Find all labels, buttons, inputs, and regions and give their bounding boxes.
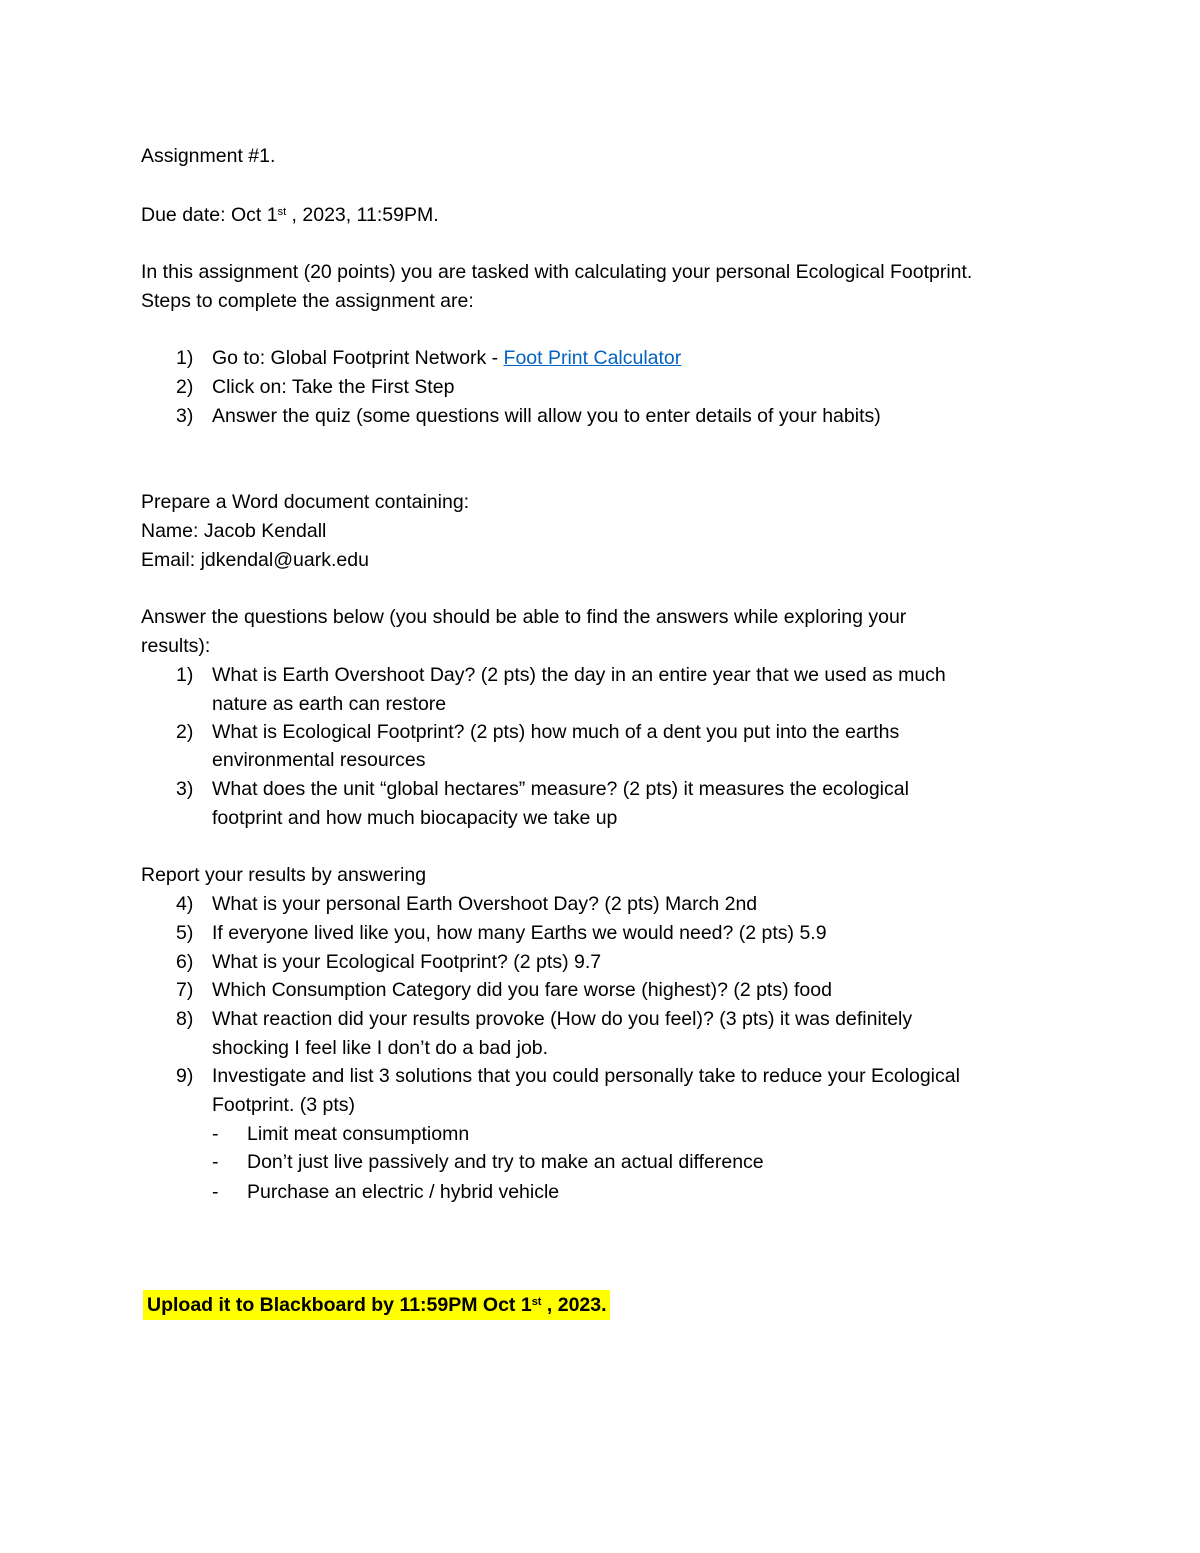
- prepare-heading: Prepare a Word document containing:: [141, 491, 470, 513]
- questions-intro-line-2: results):: [141, 635, 211, 657]
- question-number: 1): [176, 664, 194, 686]
- bullet-dash: -: [212, 1123, 219, 1145]
- report-line: What is your Ecological Footprint? (2 pts) 9.7: [212, 951, 602, 973]
- report-number: 5): [176, 922, 194, 944]
- question-line: What is Earth Overshoot Day? (2 pts) the day in an entire year that we used as much: [212, 664, 946, 686]
- report-number: 8): [176, 1008, 194, 1030]
- report-line: What is your personal Earth Overshoot Day? (2 pts) March 2nd: [212, 893, 758, 915]
- intro-line-1: In this assignment (20 points) you are tasked with calculating your personal Ecological Footprint.: [141, 261, 973, 283]
- question-line: environmental resources: [212, 749, 426, 771]
- question-line: footprint and how much biocapacity we take up: [212, 807, 618, 829]
- solution-item: Purchase an electric / hybrid vehicle: [247, 1181, 560, 1203]
- step-item: Click on: Take the First Step: [212, 376, 455, 398]
- intro-line-2: Steps to complete the assignment are:: [141, 290, 474, 312]
- footprint-calculator-link[interactable]: Foot Print Calculator: [503, 347, 682, 369]
- bullet-dash: -: [212, 1181, 219, 1203]
- report-heading: Report your results by answering: [141, 864, 427, 886]
- step-number: 1): [176, 347, 194, 369]
- report-number: 7): [176, 979, 194, 1001]
- report-number: 9): [176, 1065, 194, 1087]
- report-line: shocking I feel like I don’t do a bad job.: [212, 1037, 549, 1059]
- report-number: 6): [176, 951, 194, 973]
- step-number: 2): [176, 376, 194, 398]
- question-number: 2): [176, 721, 194, 743]
- report-line: Investigate and list 3 solutions that you could personally take to reduce your Ecological: [212, 1065, 960, 1087]
- questions-intro-line-1: Answer the questions below (you should be able to find the answers while exploring your: [141, 606, 907, 628]
- report-line: If everyone lived like you, how many Earths we would need? (2 pts) 5.9: [212, 922, 827, 944]
- upload-instruction: Upload it to Blackboard by 11:59PM Oct 1st , 2023.: [143, 1290, 610, 1320]
- question-number: 3): [176, 778, 194, 800]
- student-name: Name: Jacob Kendall: [141, 520, 327, 542]
- step-number: 3): [176, 405, 194, 427]
- student-email: Email: jdkendal@uark.edu: [141, 549, 369, 571]
- report-line: Which Consumption Category did you fare worse (highest)? (2 pts) food: [212, 979, 832, 1001]
- solution-item: Don’t just live passively and try to make an actual difference: [247, 1151, 764, 1173]
- solution-item: Limit meat consumptiomn: [247, 1123, 470, 1145]
- assignment-title: Assignment #1.: [141, 145, 276, 167]
- question-line: What does the unit “global hectares” measure? (2 pts) it measures the ecological: [212, 778, 909, 800]
- report-line: What reaction did your results provoke (How do you feel)? (3 pts) it was definitely: [212, 1008, 913, 1030]
- step-item: Answer the quiz (some questions will allow you to enter details of your habits): [212, 405, 881, 427]
- report-number: 4): [176, 893, 194, 915]
- question-line: What is Ecological Footprint? (2 pts) how much of a dent you put into the earths: [212, 721, 900, 743]
- report-line: Footprint. (3 pts): [212, 1094, 356, 1116]
- step-item: Go to: Global Footprint Network - Foot Print Calculator: [212, 347, 682, 369]
- bullet-dash: -: [212, 1151, 219, 1173]
- question-line: nature as earth can restore: [212, 693, 447, 715]
- due-date: Due date: Oct 1st , 2023, 11:59PM.: [141, 204, 439, 226]
